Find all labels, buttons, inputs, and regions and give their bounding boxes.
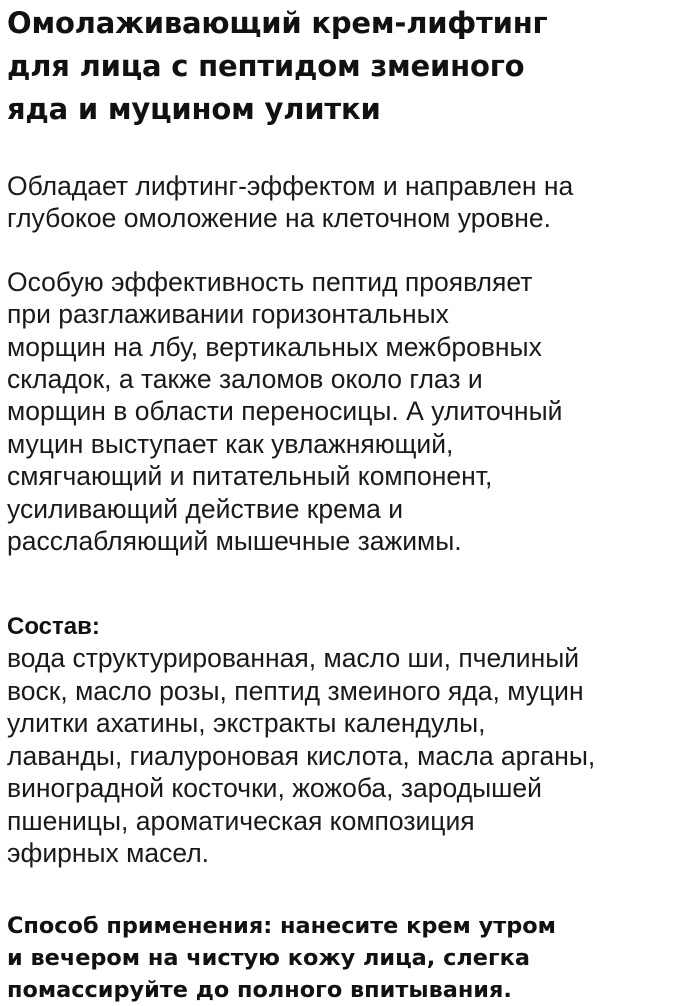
product-title: Омолаживающий крем-лифтинг для лица с пептидом змеиного яда и муцином улитки [7,6,548,126]
composition-section [7,612,679,869]
product-description-page [7,0,679,1006]
intro-paragraph: Обладает лифтинг-эффектом и направлен на глубокое омоложение на клеточном уровне. [7,171,574,234]
details-paragraph: Особую эффективность пептид проявляет при разглаживании горизонтальных морщин на лбу, вертикальных межбровных складок, а также заломов около глаз и морщин в области переносицы. А улиточный муцин выступает как увлажняющий, смягчающий и питательный компонент, усиливающий действие крема и расслабляющий мышечные зажимы. [7,266,563,557]
composition-text: вода структурированная, масло ши, пчелиный воск, масло розы, пептид змеиного яда, муцин улитки ахатины, экстракты календулы, лаванды, гиалуроновая кислота, масла арганы, виноградной косточки, жожоба, зародышей пшеницы, ароматическая композиция эфирных масел. [7,643,596,868]
usage-instructions: Способ применения: нанесите крем утром и вечером на чистую кожу лица, слегка помассируйте до полного впитывания. [7,913,556,1004]
composition-heading: Состав: [7,613,100,641]
